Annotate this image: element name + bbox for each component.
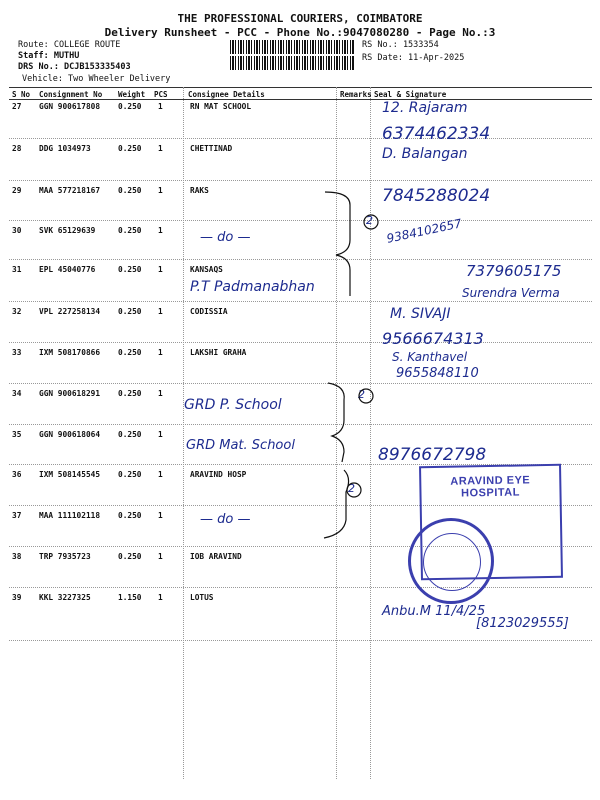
- route-label: Route: COLLEGE ROUTE: [18, 40, 121, 50]
- cell-pcs: 1: [158, 265, 163, 274]
- cell-weight: 0.250: [118, 511, 142, 520]
- cell-sno: 33: [12, 348, 22, 357]
- cell-weight: 0.250: [118, 226, 142, 235]
- cell-consignment: DDG 1034973: [39, 144, 91, 153]
- cell-consignment: MAA 577218167: [39, 186, 101, 195]
- cell-sno: 36: [12, 470, 22, 479]
- cell-consignee: RAKS: [190, 186, 209, 195]
- handwritten-name: GRD Mat. School: [186, 438, 295, 453]
- handwritten-phone: 8976672798: [378, 445, 487, 465]
- handwritten-name: GRD P. School: [184, 397, 282, 413]
- cell-pcs: 1: [158, 593, 163, 602]
- handwritten-ditto: — do —: [200, 512, 251, 527]
- rs-date-label: RS Date: 11-Apr-2025: [362, 53, 465, 63]
- cell-pcs: 1: [158, 430, 163, 439]
- brace-number: 2: [348, 482, 355, 495]
- vehicle-label: Vehicle: Two Wheeler Delivery: [22, 74, 171, 84]
- cell-pcs: 1: [158, 186, 163, 195]
- handwritten-phone: [8123029555]: [476, 616, 569, 631]
- col-header-consignment: Consignment No: [39, 90, 103, 99]
- cell-consignee: KANSAQS: [190, 265, 223, 274]
- handwritten-signature: Anbu.M 11/4/25: [382, 604, 486, 619]
- bank-seal: [408, 518, 494, 604]
- cell-consignment: MAA 111102118: [39, 511, 101, 520]
- cell-sno: 31: [12, 265, 22, 274]
- cell-weight: 0.250: [118, 186, 142, 195]
- col-header-consignee: Consignee Details: [188, 90, 265, 99]
- cell-sno: 29: [12, 186, 22, 195]
- handwritten-phone: 9566674313: [382, 329, 484, 348]
- stamp-title: ARAVIND EYE HOSPITAL: [450, 474, 531, 500]
- cell-consignee: RN MAT SCHOOL: [190, 102, 252, 111]
- cell-weight: 1.150: [118, 593, 142, 602]
- cell-sno: 28: [12, 144, 22, 153]
- cell-pcs: 1: [158, 226, 163, 235]
- cell-weight: 0.250: [118, 552, 142, 561]
- cell-consignment: GGN 900617808: [39, 102, 101, 111]
- cell-sno: 37: [12, 511, 22, 520]
- drs-label: DRS No.: DCJB153335403: [18, 62, 131, 72]
- cell-consignee: CODISSIA: [190, 307, 228, 316]
- cell-consignment: SVK 65129639: [39, 226, 96, 235]
- cell-pcs: 1: [158, 511, 163, 520]
- cell-sno: 32: [12, 307, 22, 316]
- col-header-sno: S No: [12, 90, 31, 99]
- brace-number: 2: [358, 388, 365, 401]
- cell-sno: 30: [12, 226, 22, 235]
- cell-pcs: 1: [158, 552, 163, 561]
- cell-sno: 38: [12, 552, 22, 561]
- cell-pcs: 1: [158, 348, 163, 357]
- cell-weight: 0.250: [118, 470, 142, 479]
- cell-weight: 0.250: [118, 389, 142, 398]
- cell-consignment: EPL 45040776: [39, 265, 96, 274]
- handwritten-phone: 9384102657: [385, 216, 463, 246]
- cell-weight: 0.250: [118, 307, 142, 316]
- handwritten-signature: S. Kanthavel: [392, 350, 468, 364]
- cell-weight: 0.250: [118, 348, 142, 357]
- col-header-pcs: PCS: [154, 90, 168, 99]
- handwritten-signature: D. Balangan: [382, 146, 468, 162]
- cell-consignment: GGN 900618291: [39, 389, 101, 398]
- cell-consignee: ARAVIND HOSP: [190, 470, 247, 479]
- handwritten-signature: Surendra Verma: [462, 286, 560, 300]
- cell-sno: 39: [12, 593, 22, 602]
- cell-sno: 35: [12, 430, 22, 439]
- cell-sno: 34: [12, 389, 22, 398]
- col-header-seal: Seal & Signature: [374, 90, 447, 99]
- cell-pcs: 1: [158, 102, 163, 111]
- handwritten-phone: 6374462334: [382, 124, 491, 144]
- cell-pcs: 1: [158, 144, 163, 153]
- handwritten-signature: 12. Rajaram: [382, 100, 468, 116]
- cell-pcs: 1: [158, 307, 163, 316]
- rs-no-label: RS No.: 1533354: [362, 40, 439, 50]
- bank-seal-inner: [423, 533, 481, 591]
- cell-consignee: LAKSHI GRAHA: [190, 348, 247, 357]
- staff-label: Staff: MUTHU: [18, 51, 80, 61]
- cell-consignment: GGN 900618064: [39, 430, 101, 439]
- handwritten-phone: 7845288024: [382, 186, 491, 206]
- company-title: THE PROFESSIONAL COURIERS, COIMBATORE: [177, 12, 423, 25]
- handwritten-phone: 9655848110: [396, 366, 479, 381]
- cell-weight: 0.250: [118, 102, 142, 111]
- cell-consignment: IXM 508170866: [39, 348, 101, 357]
- cell-consignment: IXM 508145545: [39, 470, 101, 479]
- cell-weight: 0.250: [118, 430, 142, 439]
- col-header-remarks: Remarks: [340, 90, 372, 99]
- cell-consignee: CHETTINAD: [190, 144, 233, 153]
- runsheet-title: Delivery Runsheet - PCC - Phone No.:9047080280 - Page No.:3: [104, 26, 496, 39]
- handwritten-ditto: — do —: [200, 230, 251, 245]
- brace-number: 2: [366, 214, 373, 227]
- cell-weight: 0.250: [118, 265, 142, 274]
- cell-pcs: 1: [158, 470, 163, 479]
- cell-weight: 0.250: [118, 144, 142, 153]
- cell-consignee: IOB ARAVIND: [190, 552, 242, 561]
- handwritten-phone: 7379605175: [466, 262, 562, 280]
- handwritten-name: P.T Padmanabhan: [190, 279, 315, 295]
- cell-pcs: 1: [158, 389, 163, 398]
- cell-consignment: VPL 227258134: [39, 307, 101, 316]
- handwritten-signature: M. SIVAJI: [390, 306, 451, 322]
- cell-consignee: LOTUS: [190, 593, 214, 602]
- cell-consignment: TRP 7935723: [39, 552, 91, 561]
- cell-sno: 27: [12, 102, 22, 111]
- col-header-weight: Weight: [118, 90, 146, 99]
- cell-consignment: KKL 3227325: [39, 593, 91, 602]
